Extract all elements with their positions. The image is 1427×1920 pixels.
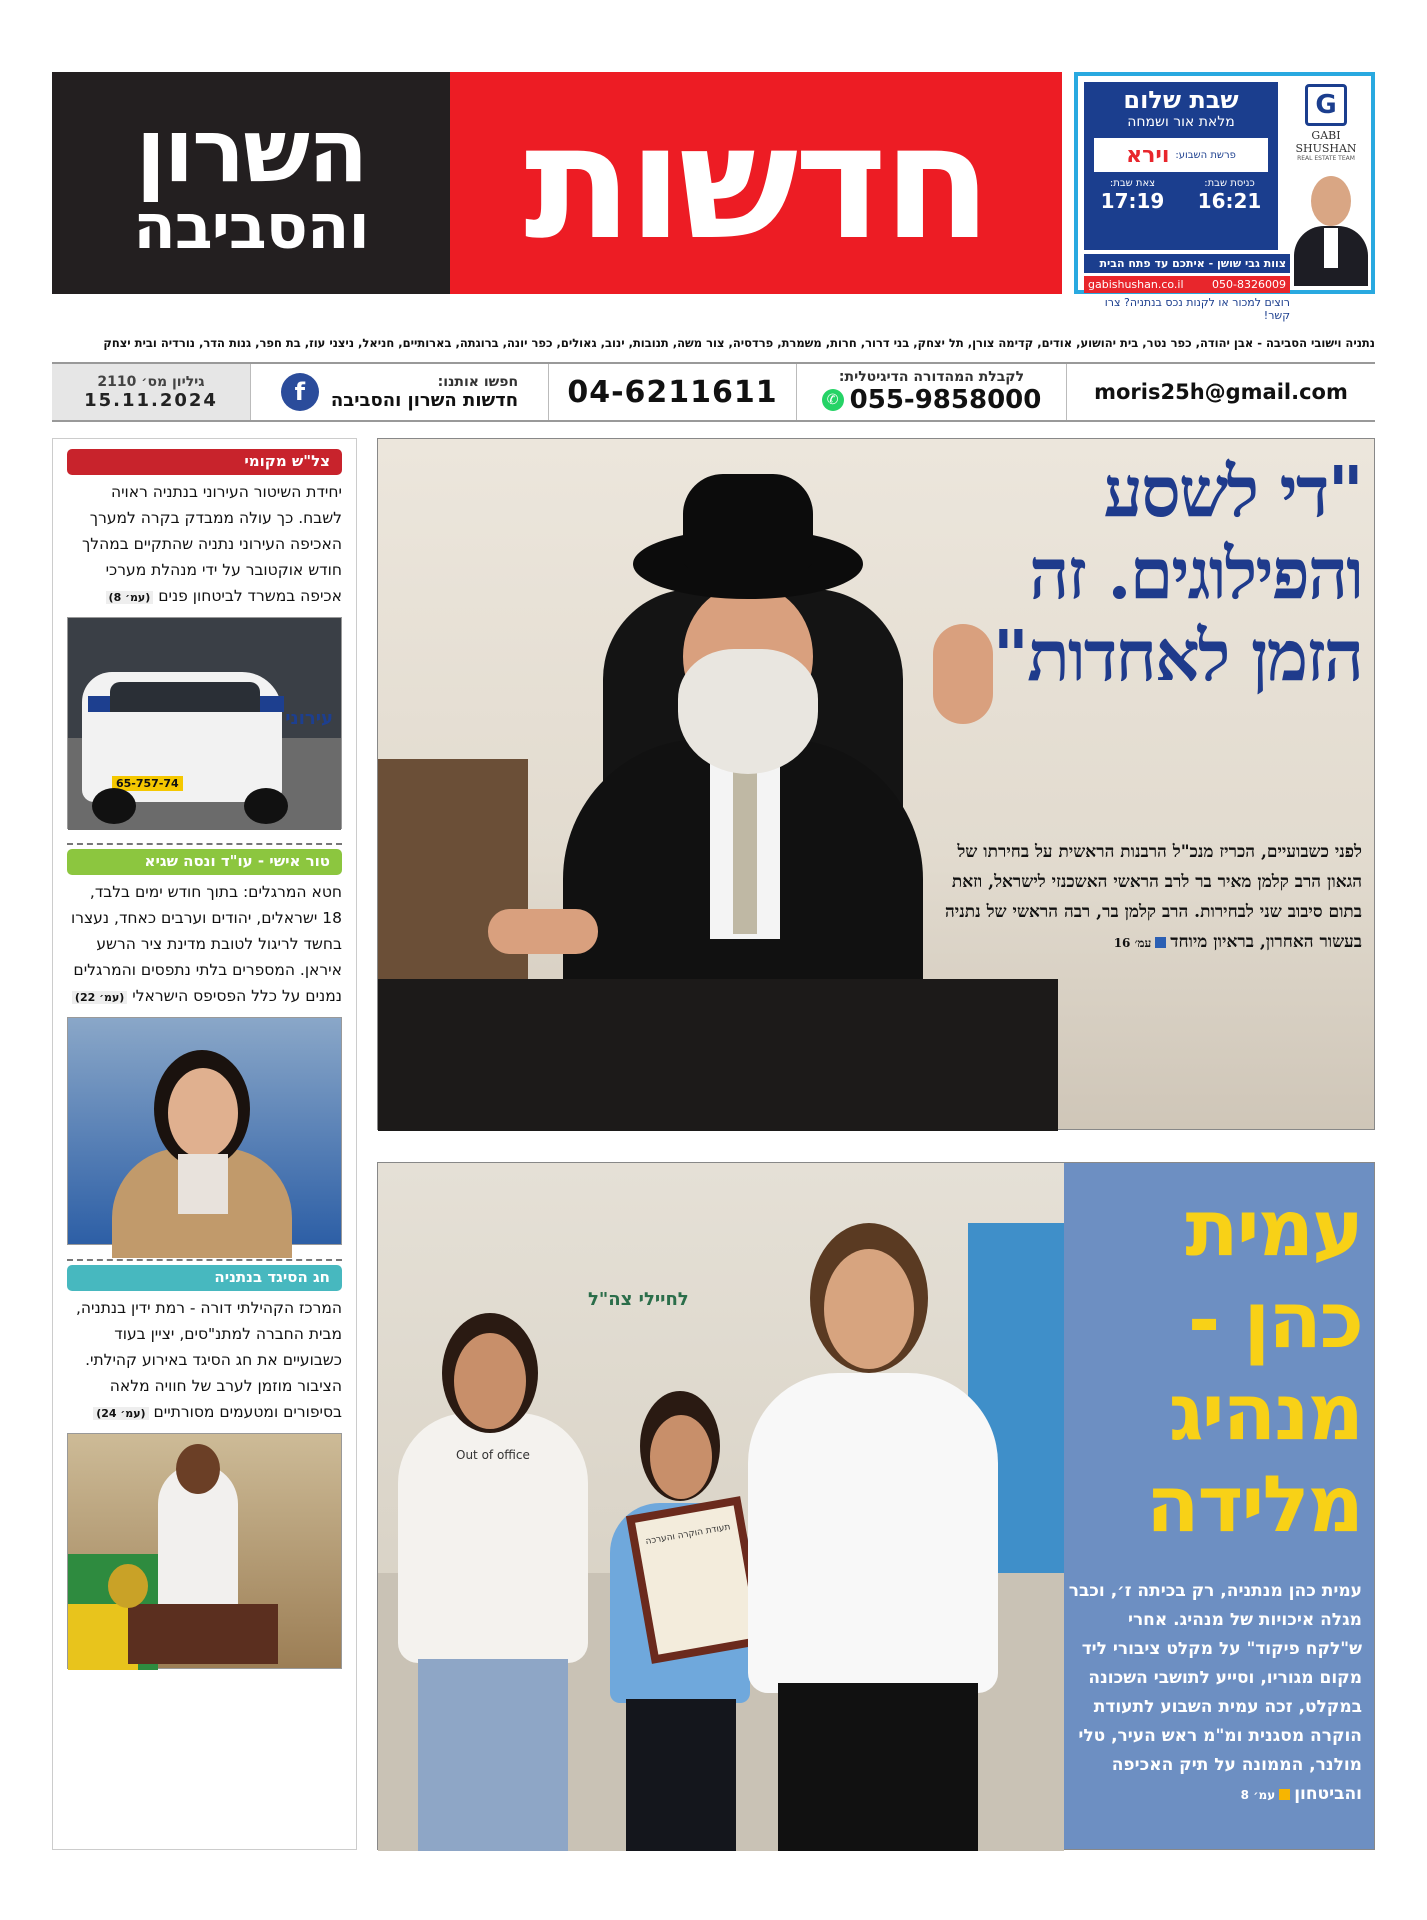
shabbat-greeting: שבת שלום [1123, 86, 1239, 114]
realestate-ad[interactable] [1074, 72, 1375, 322]
shabbat-box [1084, 82, 1278, 250]
page-ref: (עמ׳ 8) [106, 591, 154, 604]
masthead-subtitle [52, 72, 450, 294]
ad-phone[interactable]: 050-8326009 [1212, 278, 1286, 291]
shabbat-subgreeting: מלאת אור ושמחה [1127, 114, 1235, 130]
parasha-name: וירא [1126, 142, 1170, 168]
ad-contact [1084, 276, 1290, 293]
sidebar-text: חטא המרגלים: בתוך חודש ימים בלבד, 18 ישראלים, יהודים וערבים כאחד, נעצרו בחשד לריגול לטובת מדינת ציר הרשע איראן. המספרים בלתי נתפסים והמרגלים נמנים על כלל הפסיפס הישראלי (עמ׳ 22) [71, 883, 342, 1005]
contact-email[interactable]: moris25h@gmail.com [1066, 364, 1375, 420]
award-photo [378, 1163, 1064, 1849]
parasha-label: פרשת השבוע: [1175, 149, 1236, 161]
brand-logo [1284, 84, 1368, 162]
issue-number: גיליון מס׳ 2110 [97, 373, 205, 390]
second-story[interactable] [377, 1162, 1375, 1850]
second-headline: עמית כהן - מנהיג מלידה [1145, 1184, 1362, 1550]
info-bar [52, 362, 1375, 422]
sidebar-item[interactable] [67, 1265, 342, 1669]
wall-sign: לחיילי צה"ל [588, 1289, 689, 1310]
parasha-box [1094, 138, 1268, 172]
sigd-photo [67, 1433, 342, 1669]
facebook-icon: f [281, 373, 319, 411]
facebook-label: חפשו אותנו: [437, 373, 519, 390]
desk [378, 979, 1058, 1131]
digital-phone: 055-9858000 [849, 385, 1042, 415]
lead-story[interactable] [377, 438, 1375, 1130]
masthead-title-text: חדשות [524, 91, 988, 275]
car-door-text: עירוני [285, 708, 333, 729]
facebook-name: חדשות השרון והסביבה [330, 389, 519, 411]
coverage-towns: נתניה וישובי הסביבה - אבן יהודה, כפר נטר, בית יהושוע, אודים, קדימה צורן, תל יצחק, בני דרור, חרות, משמרת, פרדסיה, צור משה, תנובות, ינוב, גאולים, כפר יונה, ברוגתה, בארותיים, חניאל, ניצני עוז, בת חפר, גנות הדר, נורדיה ובית יצחק [103, 336, 1375, 350]
sidebar-tag: טור אישי - עו"ד ונסה שגיא [67, 849, 342, 875]
digital-edition[interactable] [796, 364, 1066, 420]
issue-date: 15.11.2024 [84, 389, 218, 411]
agent-photo [1294, 176, 1368, 286]
shabbat-times [1084, 178, 1278, 213]
sidebar-column [52, 438, 357, 1850]
sidebar-tag: חג הסיגד בנתניה [67, 1265, 342, 1291]
square-bullet-icon [1279, 1789, 1290, 1800]
license-plate: 65-757-74 [112, 776, 183, 791]
masthead-subtitle-line2: והסביבה [133, 190, 369, 264]
sidebar-tag: צל"ש מקומי [67, 449, 342, 475]
brand-g-icon: G [1305, 84, 1347, 126]
brand-name: GABI SHUSHAN [1295, 129, 1357, 155]
lead-body: לפני כשבועיים, הכריז מנכ"ל הרבנות הראשית על בחירתו של הגאון הרב קלמן מאיר בר לרב הראשי האשכנזי לישראל, וזאת בתום סיבוב שני לבחירות. הרב קלמן בר, רבה הראשי של נתניה בעשור האחרון, בראיון מיוחדעמ׳ 16 [945, 842, 1362, 952]
masthead-subtitle-line1: השרון [135, 98, 367, 202]
entry-label: כניסת שבת: [1204, 178, 1255, 189]
brand-tagline: REAL ESTATE TEAM [1297, 155, 1355, 162]
page-ref: עמ׳ 8 [1240, 1788, 1276, 1802]
ad-cta: רוצים למכור או לקנות נכס בנתניה? צרו קשר! [1104, 296, 1290, 322]
shirt-text: Out of office [456, 1448, 530, 1462]
masthead-title [450, 72, 1062, 294]
lead-headline: "די לשסע והפילוגים. זה הזמן לאחדות" [992, 450, 1362, 697]
sidebar-text: יחידת השיטור העירוני בנתניה ראויה לשבח. כך עולה ממבדק בקרה למערך האכיפה העירוני נתניה שהתקיים במהלך חודש אוקטובר על ידי מנהלת מערכי אכיפה במשרד לביטחון פנים (עמ׳ 8) [81, 483, 342, 605]
exit-label: צאת שבת: [1109, 178, 1156, 189]
issue-info [52, 364, 250, 420]
sidebar-item[interactable] [67, 849, 342, 1245]
bookshelf [378, 759, 528, 989]
page-ref: (עמ׳ 22) [72, 991, 127, 1004]
entry-time: 16:21 [1197, 189, 1262, 213]
police-car-photo [67, 617, 342, 829]
page-ref: (עמ׳ 24) [93, 1407, 148, 1420]
facebook-link[interactable] [250, 364, 548, 420]
masthead [52, 72, 1062, 294]
story-panel [1064, 1163, 1374, 1849]
sidebar-text: המרכז הקהילתי דורה - רמת ידין בנתניה, מבית החברה למתנ"סים, יציין בעוד כשבועיים את חג הסיגד באירוע קהילתי. הציבור מוזמן לערב של חוויה מלאה בסיפורים ומטעמים מסורתיים (עמ׳ 24) [75, 1299, 342, 1421]
ad-website[interactable]: gabishushan.co.il [1088, 278, 1184, 291]
ad-team-line: צוות גבי שושן - איתכם עד פתח הבית [1084, 254, 1290, 273]
second-body: עמית כהן מנתניה, רק בכיתה ז׳, וכבר מגלה איכויות של מנהיג. אחרי ש"לקח פיקוד" על מקלט ציבורי ליד מקום מגוריו, וסייע לתושבי השכונה במקלט, זכה עמית השבוע לתעודת הוקרה מסגנית ומ"מ ראש העיר, טלי מולנר, הממונה על תיק האכיפה והביטחוןעמ׳ 8 [1068, 1581, 1362, 1804]
whatsapp-icon: ✆ [822, 389, 844, 411]
page-ref: עמ׳ 16 [1113, 936, 1152, 950]
sidebar-item[interactable] [67, 449, 342, 829]
sidebar-divider [67, 1259, 342, 1261]
office-phone[interactable]: 04-6211611 [548, 364, 796, 420]
square-bullet-icon [1155, 937, 1166, 948]
digital-label: לקבלת המהדורה הדיגיטלית: [838, 369, 1025, 385]
columnist-photo [67, 1017, 342, 1245]
exit-time: 17:19 [1100, 189, 1165, 213]
certificate-title: תעודת הוקרה והערכה [644, 1522, 732, 1548]
sidebar-divider [67, 843, 342, 845]
